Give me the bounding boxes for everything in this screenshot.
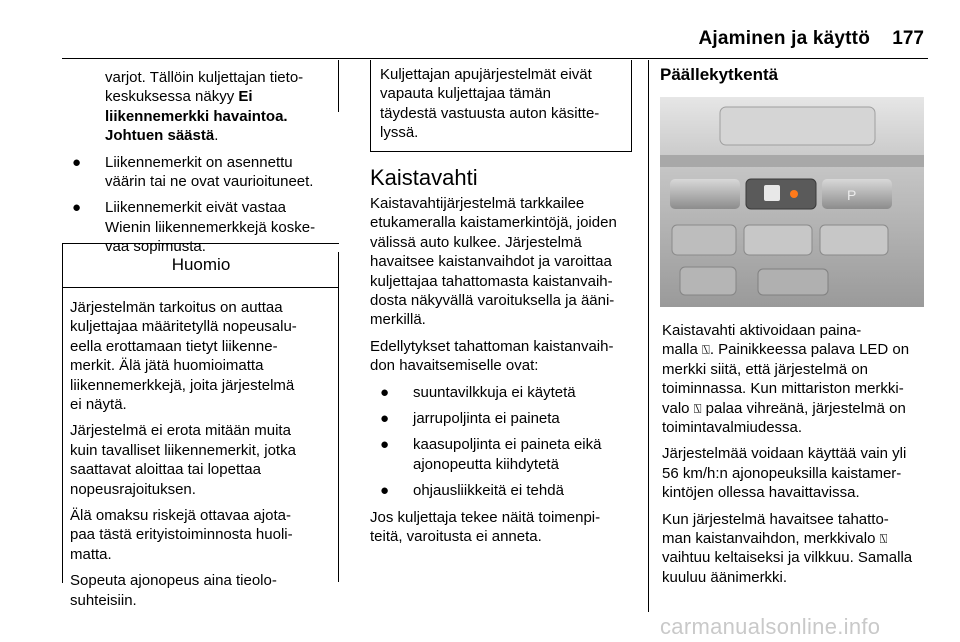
lane-assist-icon [764, 185, 780, 201]
bullet-dot: ● [380, 383, 390, 401]
list-item: ● Liikennemerkit on asennettu väärin tai ne ovat vaurioituneet. [72, 153, 314, 191]
watermark: carmanualsonline.info [660, 614, 881, 639]
closing-paragraph: Jos kuljettaja tekee näitä toimenpi- teitä, varoitusta ei anneta. [370, 508, 601, 546]
lane-assist-icon: ⍂ [879, 531, 888, 547]
activation-paragraph: Kaistavahti aktivoidaan paina- malla ⍂. Painikkeessa palava LED on merkki siitä, että järjestelmä on toiminnassa. Kun mittariston merkki- valo ⍂ palaa vihreänä, järjestelmä on toimintavalmiudessa. [662, 322, 910, 437]
notice-heading: Huomio [63, 244, 339, 288]
dashboard-photo-illustration [660, 97, 924, 307]
continued-bullet-text: varjot. Tällöin kuljettajan tieto- keskuksessa näkyy Ei liikennemerkki havaintoa. Johtuen säästä. [105, 69, 304, 145]
bullet-dot: ● [380, 410, 390, 428]
info-box: Kuljettajan apujärjestelmät eivät vapauta kuljettajaa tämän täydestä vastuusta auton käsitte- lyssä. [370, 60, 632, 152]
page-number: 177 [892, 28, 924, 49]
bullet-dot: ● [72, 153, 82, 171]
bullet-dot: ● [380, 436, 390, 454]
lane-assist-icon: ⍂ [693, 400, 702, 416]
column-3 [662, 321, 928, 594]
intro-paragraph: Kaistavahtijärjestelmä tarkkailee etukameralla kaistamerkintöjä, joiden välissä auto kulkee. Järjestelmä havaitsee kaistanvaihdot ja varoittaa kuljettajaa tahattomasta kaistanvaih- dosta näkyvällä varoituksella ja ääni- merkillä. [370, 195, 617, 329]
section-heading-kaistavahti: Kaistavahti [370, 165, 478, 190]
conditions-paragraph: Edellytykset tahattoman kaistanvaih- don havaitsemiselle ovat: [370, 337, 614, 375]
lane-assist-icon: ⍂ [702, 342, 710, 358]
speed-paragraph: Järjestelmää voidaan käyttää vain yli 56 km/h:n ajonopeuksilla kaistamer- kintöjen ollessa havaittavissa. [662, 445, 907, 502]
column-2 [370, 164, 642, 554]
notice-paragraph: Sopeuta ajonopeus aina tieolo- suhteisiin. [70, 572, 277, 609]
notice-box [62, 243, 339, 609]
p-button-label: P [847, 187, 857, 203]
bullet-dot: ● [72, 199, 82, 217]
list-item: ● Liikennemerkit eivät vastaa Wienin liikennemerkkejä koske- vaa sopimusta. [72, 199, 316, 256]
warning-paragraph: Kun järjestelmä havaitsee tahatto- man kaistanvaihdon, merkkivalo ⍂ vaihtuu keltaiseksi ja vilkkuu. Samalla kuuluu äänimerkki. [662, 510, 913, 586]
column-divider-1-top [338, 60, 339, 112]
list-item: ● ohjausliikkeitä ei tehdä [380, 482, 564, 500]
page-header-title: Ajaminen ja käyttö [698, 28, 870, 49]
section-heading-paallekytkenta: Päällekytkentä [660, 65, 779, 84]
list-item: ● jarrupoljinta ei paineta [380, 410, 560, 428]
bullet-dot: ● [380, 482, 390, 500]
notice-paragraph: Järjestelmä ei erota mitään muita kuin tavalliset liikennemerkit, jotka saattavat aloittaa tai lopettaa nopeusrajoituksen. [70, 422, 296, 498]
column-1 [62, 68, 336, 264]
list-item: ● suuntavilkkuja ei käytetä [380, 383, 576, 401]
header-rule [62, 58, 928, 59]
dashboard-button-photo [660, 97, 924, 307]
notice-paragraph: Älä omaksu riskejä ottavaa ajota- paa tästä erityistoiminnosta huoli- matta. [70, 507, 293, 563]
list-item: ● kaasupoljinta ei paineta eikä ajonopeutta kiihdytetä [380, 436, 602, 473]
column-divider-2 [648, 60, 649, 612]
notice-paragraph: Järjestelmän tarkoitus on auttaa kuljettajaa määritetyllä nopeusalu- eella erottamaan tietyt liikenne- merkit. Älä jätä huomioimatta liikennemerkkejä, joita järjestelmä ei näytä. [70, 299, 297, 414]
